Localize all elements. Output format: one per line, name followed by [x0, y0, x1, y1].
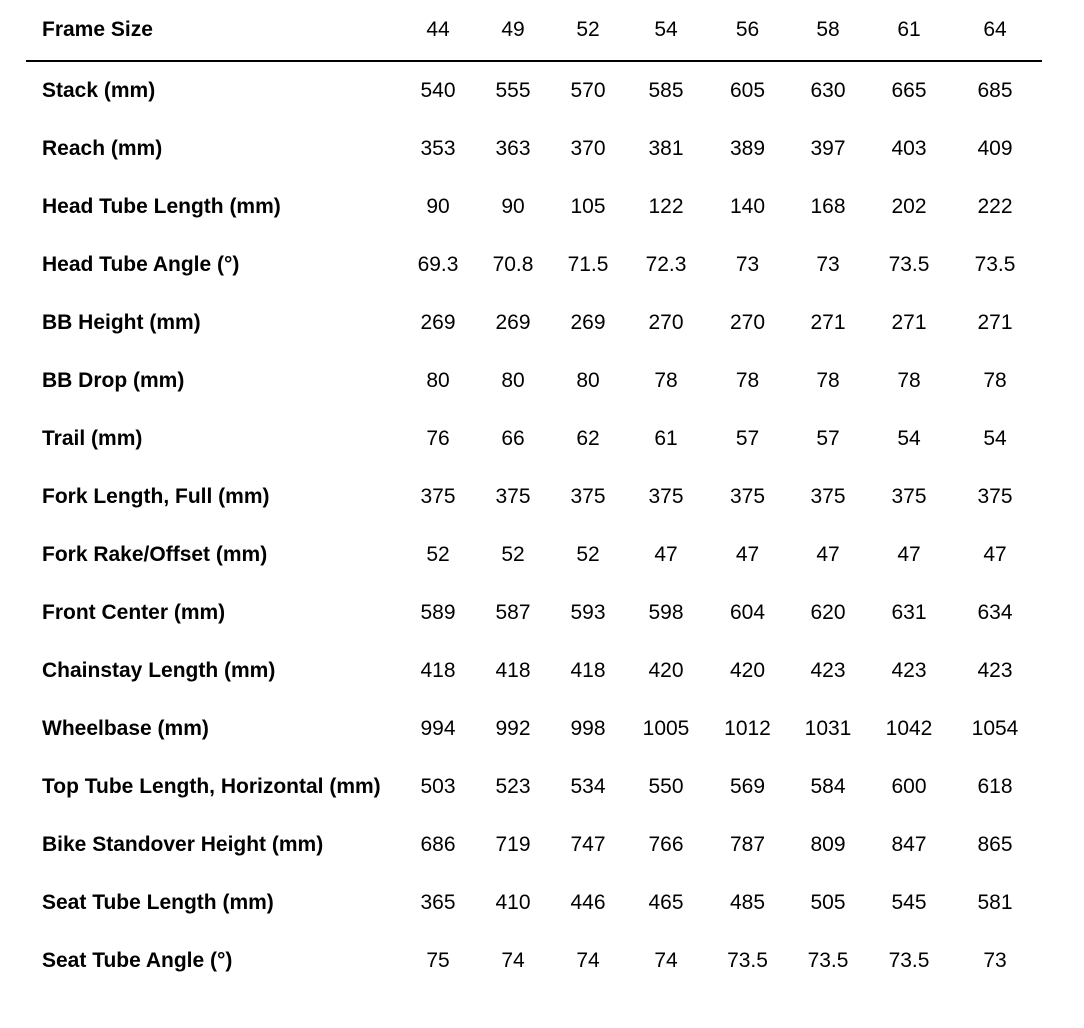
row-value: 52: [576, 543, 600, 566]
table-header: [26, 0, 1042, 61]
row-value: 375: [420, 485, 456, 508]
row-value: 57: [816, 427, 840, 450]
row-value: 631: [891, 601, 927, 624]
row-value: 381: [648, 137, 684, 160]
row-value: 122: [648, 195, 684, 218]
row-value: 555: [495, 79, 531, 102]
row-value: 423: [977, 659, 1013, 682]
row-value: 589: [420, 601, 456, 624]
row-value: 47: [735, 543, 760, 566]
table-row: [26, 61, 1042, 120]
header-row: [26, 0, 1042, 61]
row-value: 998: [570, 717, 606, 740]
row-value: 787: [729, 833, 766, 856]
row-value: 271: [977, 311, 1013, 334]
row-value: 80: [501, 369, 525, 392]
row-label: Seat Tube Length (mm): [42, 891, 274, 914]
size-header: 49: [473, 0, 553, 61]
table-row: [26, 816, 1042, 874]
row-value: 73.5: [727, 949, 768, 972]
table-row: [26, 178, 1042, 236]
row-value: 598: [648, 601, 684, 624]
table-row: [26, 758, 1042, 816]
row-label: Fork Rake/Offset (mm): [42, 543, 268, 566]
row-value: 375: [810, 485, 846, 508]
row-label: Head Tube Length (mm): [42, 195, 281, 218]
row-value: 73.5: [974, 253, 1016, 276]
table-row: [26, 700, 1042, 758]
row-value: 62: [576, 427, 600, 450]
row-value: 66: [501, 427, 525, 450]
row-value: 719: [495, 833, 531, 856]
row-value: 78: [735, 369, 760, 392]
row-value: 270: [729, 311, 766, 334]
row-value: 375: [570, 485, 606, 508]
table-row: [26, 642, 1042, 700]
row-value: 61: [654, 427, 678, 450]
row-value: 78: [816, 369, 840, 392]
row-value: 569: [729, 775, 766, 798]
row-label: Trail (mm): [42, 427, 143, 450]
row-value: 78: [897, 369, 921, 392]
table-row: [26, 932, 1042, 990]
row-value: 80: [576, 369, 600, 392]
row-label: Head Tube Angle (°): [42, 253, 240, 276]
size-header: 61: [870, 0, 948, 61]
row-value: 74: [654, 949, 678, 972]
row-value: 375: [648, 485, 684, 508]
size-header: 56: [709, 0, 786, 61]
row-value: 409: [977, 137, 1013, 160]
row-value: 73: [735, 253, 760, 276]
row-value: 52: [501, 543, 525, 566]
row-value: 52: [426, 543, 450, 566]
row-value: 605: [729, 79, 766, 102]
row-value: 994: [420, 717, 456, 740]
row-value: 269: [420, 311, 456, 334]
row-value: 74: [576, 949, 600, 972]
size-header: 54: [623, 0, 709, 61]
row-value: 54: [897, 427, 921, 450]
row-value: 73: [983, 949, 1007, 972]
table-row: [26, 468, 1042, 526]
table-row: [26, 410, 1042, 468]
row-value: 847: [891, 833, 927, 856]
size-header: 44: [403, 0, 473, 61]
row-value: 587: [495, 601, 531, 624]
size-header: 52: [553, 0, 623, 61]
row-value: 375: [495, 485, 531, 508]
row-value: 54: [983, 427, 1007, 450]
row-value: 78: [983, 369, 1007, 392]
row-value: 90: [426, 195, 450, 218]
row-value: 80: [426, 369, 450, 392]
row-value: 375: [729, 485, 766, 508]
row-value: 418: [495, 659, 531, 682]
row-value: 809: [810, 833, 846, 856]
row-value: 423: [810, 659, 846, 682]
row-value: 503: [420, 775, 456, 798]
row-value: 76: [426, 427, 450, 450]
table-row: [26, 294, 1042, 352]
row-value: 1012: [724, 717, 771, 740]
table-row: [26, 874, 1042, 932]
row-value: 545: [891, 891, 927, 914]
row-value: 630: [810, 79, 846, 102]
row-value: 270: [648, 311, 684, 334]
table-row: [26, 352, 1042, 410]
row-value: 363: [495, 137, 531, 160]
row-label: Fork Length, Full (mm): [42, 485, 270, 508]
row-value: 570: [570, 79, 606, 102]
row-label: Chainstay Length (mm): [42, 659, 276, 682]
row-label: Top Tube Length, Horizontal (mm): [42, 775, 381, 798]
row-value: 71.5: [567, 253, 609, 276]
row-value: 105: [570, 195, 606, 218]
row-value: 865: [977, 833, 1013, 856]
row-value: 1031: [804, 717, 852, 740]
frame-size-header: Frame Size: [26, 0, 403, 61]
size-header: 58: [786, 0, 870, 61]
row-label: Seat Tube Angle (°): [42, 949, 233, 972]
row-value: 420: [729, 659, 766, 682]
table-row: [26, 584, 1042, 642]
row-value: 403: [891, 137, 927, 160]
row-value: 585: [648, 79, 684, 102]
row-value: 766: [648, 833, 684, 856]
row-value: 269: [495, 311, 531, 334]
row-value: 222: [977, 195, 1013, 218]
row-value: 75: [426, 949, 450, 972]
row-value: 78: [654, 369, 678, 392]
row-value: 584: [810, 775, 846, 798]
row-value: 523: [495, 775, 531, 798]
row-value: 620: [810, 601, 846, 624]
row-value: 992: [495, 717, 531, 740]
row-value: 485: [729, 891, 766, 914]
row-value: 47: [983, 543, 1007, 566]
row-value: 57: [735, 427, 760, 450]
row-value: 581: [977, 891, 1013, 914]
row-value: 1005: [642, 717, 690, 740]
row-value: 202: [891, 195, 927, 218]
row-value: 47: [654, 543, 678, 566]
row-label: Wheelbase (mm): [42, 717, 209, 740]
row-value: 375: [891, 485, 927, 508]
row-label: Stack (mm): [42, 79, 156, 102]
row-label: Reach (mm): [42, 137, 163, 160]
table-body: [26, 61, 1042, 990]
row-value: 1042: [885, 717, 933, 740]
row-value: 73.5: [807, 949, 849, 972]
row-value: 168: [810, 195, 846, 218]
row-value: 604: [729, 601, 766, 624]
row-value: 550: [648, 775, 684, 798]
row-value: 1054: [971, 717, 1019, 740]
row-value: 271: [891, 311, 927, 334]
row-value: 47: [816, 543, 840, 566]
row-value: 365: [420, 891, 456, 914]
geometry-table: [26, 0, 1042, 990]
row-value: 389: [729, 137, 766, 160]
row-value: 73: [816, 253, 840, 276]
row-value: 73.5: [888, 949, 930, 972]
row-label: BB Drop (mm): [42, 369, 185, 392]
row-value: 69.3: [417, 253, 459, 276]
row-value: 370: [570, 137, 606, 160]
row-value: 410: [495, 891, 531, 914]
row-value: 593: [570, 601, 606, 624]
row-value: 685: [977, 79, 1013, 102]
row-value: 747: [570, 833, 606, 856]
row-value: 418: [420, 659, 456, 682]
row-value: 70.8: [492, 253, 534, 276]
row-value: 353: [420, 137, 456, 160]
row-value: 72.3: [645, 253, 687, 276]
row-value: 686: [420, 833, 456, 856]
row-value: 634: [977, 601, 1013, 624]
row-value: 73.5: [888, 253, 930, 276]
row-value: 600: [891, 775, 927, 798]
row-value: 446: [570, 891, 606, 914]
row-label: Bike Standover Height (mm): [42, 833, 324, 856]
row-value: 140: [729, 195, 766, 218]
table-row: [26, 236, 1042, 294]
row-value: 665: [891, 79, 927, 102]
row-value: 505: [810, 891, 846, 914]
row-value: 271: [810, 311, 846, 334]
row-label: BB Height (mm): [42, 311, 201, 334]
row-value: 47: [897, 543, 921, 566]
row-label: Front Center (mm): [42, 601, 226, 624]
row-value: 618: [977, 775, 1013, 798]
row-value: 420: [648, 659, 684, 682]
row-value: 90: [501, 195, 525, 218]
table-row: [26, 120, 1042, 178]
row-value: 465: [648, 891, 684, 914]
row-value: 375: [977, 485, 1013, 508]
row-value: 423: [891, 659, 927, 682]
table-row: [26, 526, 1042, 584]
row-value: 397: [810, 137, 846, 160]
row-value: 269: [570, 311, 606, 334]
size-header: 64: [948, 0, 1042, 61]
row-value: 74: [501, 949, 525, 972]
row-value: 534: [570, 775, 606, 798]
row-value: 540: [420, 79, 456, 102]
row-value: 418: [570, 659, 606, 682]
